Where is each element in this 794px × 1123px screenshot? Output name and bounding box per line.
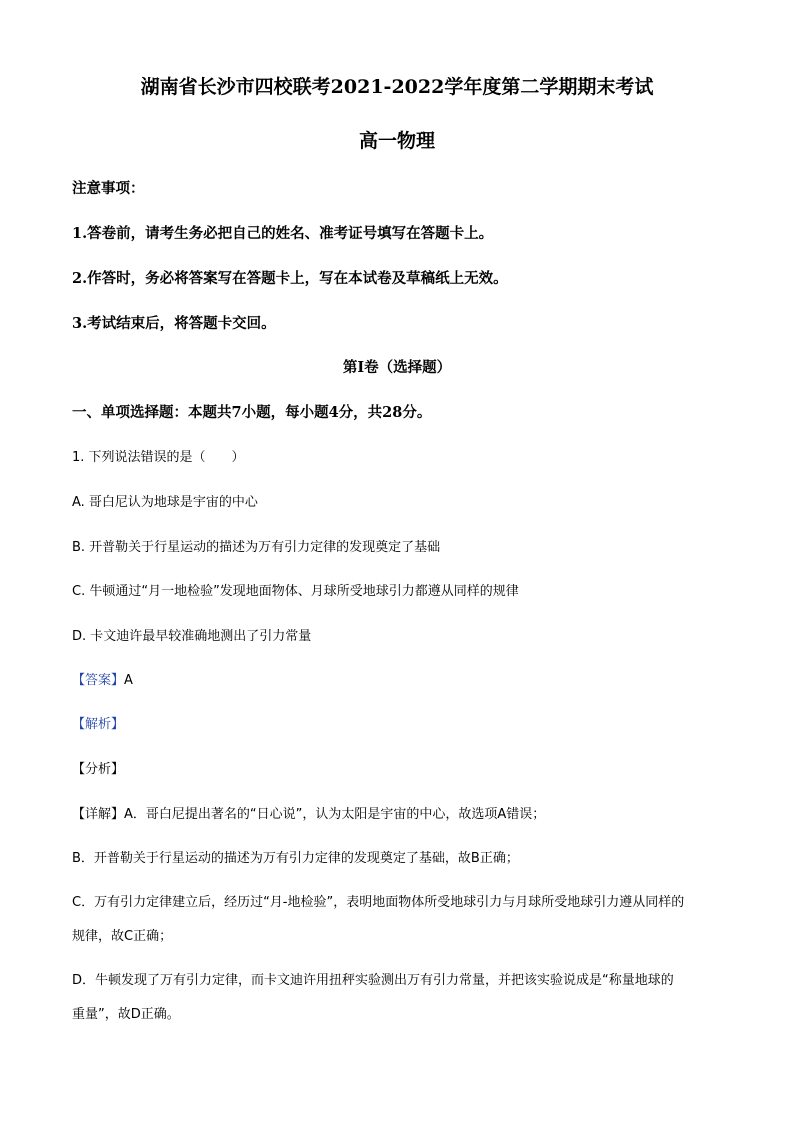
fenxi-tag: 【分析】 [72, 762, 125, 777]
answer-value: A [124, 673, 133, 688]
option-d: D. 卡文迪许最早较准确地测出了引力常量 [72, 629, 312, 644]
exam-subject: 高一物理 [358, 130, 435, 152]
notes-item-1: 1.答卷前，请考生务必把自己的姓名、准考证号填写在答题卡上。 [72, 225, 494, 242]
option-b: B. 开普勒关于行星运动的描述为万有引力定律的发现奠定了基础 [72, 540, 441, 555]
detail-c-line2: 规律，故C正确； [72, 929, 173, 944]
detail-d-line1: D．牛顿发现了万有引力定律，而卡文迪许用扭秤实验测出万有引力常量，并把该实验说成是“称量地球的 [72, 973, 674, 988]
detail-a-line [72, 803, 545, 822]
detail-a: A．哥白尼提出著名的“日心说”，认为太阳是宇宙的中心，故选项A错误； [124, 807, 546, 822]
notes-item-2: 2.作答时，务必将答案写在答题卡上，写在本试卷及草稿纸上无效。 [72, 270, 508, 287]
detail-c-line1: C．万有引力定律建立后，经历过“月-地检验”，表明地面物体所受地球引力与月球所受地球引力遵从同样的 [72, 895, 685, 910]
part-heading: 一、单项选择题：本题共7小题，每小题4分，共28分。 [72, 404, 432, 421]
notes-heading: 注意事项： [72, 180, 145, 197]
analysis-tag: 【解析】 [72, 717, 125, 732]
detail-tag: 【详解】 [72, 807, 125, 822]
exam-title: 湖南省长沙市四校联考2021-2022学年度第二学期期末考试 [140, 76, 654, 98]
detail-d-line2: 重量”，故D正确。 [72, 1007, 180, 1022]
question-stem: 1. 下列说法错误的是（ ） [72, 450, 245, 465]
option-a: A. 哥白尼认为地球是宇宙的中心 [72, 495, 258, 510]
volume-heading: 第I卷（选择题） [342, 359, 452, 376]
option-c: C. 牛顿通过“月一地检验”发现地面物体、月球所受地球引力都遵从同样的规律 [72, 584, 519, 599]
detail-b: B．开普勒关于行星运动的描述为万有引力定律的发现奠定了基础，故B正确； [72, 851, 519, 866]
answer-line [72, 669, 133, 688]
answer-tag: 【答案】 [72, 673, 125, 688]
notes-item-3: 3.考试结束后，将答题卡交回。 [72, 315, 276, 332]
